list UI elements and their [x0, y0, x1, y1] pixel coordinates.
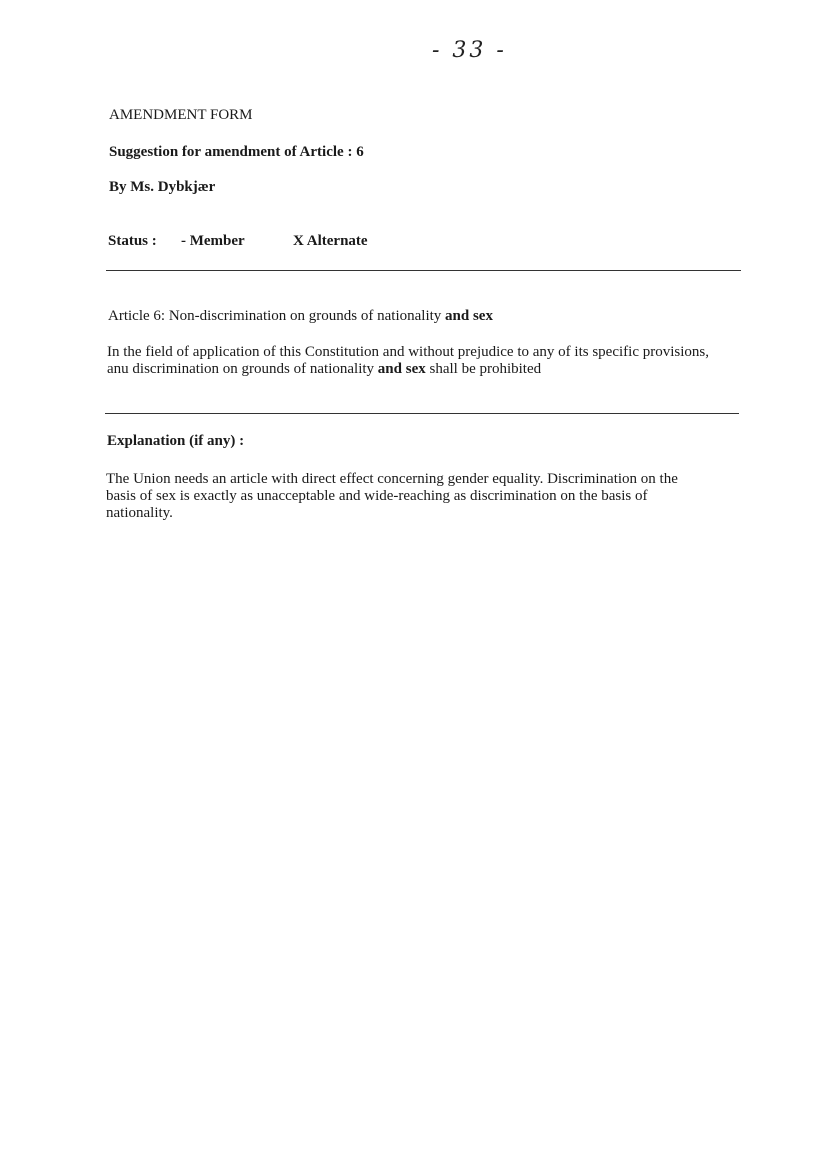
suggestion-heading: Suggestion for amendment of Article : 6	[109, 144, 364, 160]
explanation-line: The Union needs an article with direct effect concerning gender equality. Discrimination on the	[106, 471, 678, 487]
form-title: AMENDMENT FORM	[109, 107, 253, 123]
status-label: Status :	[108, 233, 157, 249]
article-body-text: shall be prohibited	[425, 361, 542, 377]
explanation-line: nationality.	[106, 505, 173, 521]
article-body-line	[107, 361, 747, 378]
article-body-line: In the field of application of this Constitution and without prejudice to any of its specific provisions,	[107, 344, 709, 360]
divider-bottom	[105, 413, 739, 414]
article-title-text: Article 6: Non-discrimination on grounds of nationality	[108, 308, 446, 324]
status-alternate-option: X Alternate	[293, 233, 368, 249]
explanation-label: Explanation (if any) :	[107, 433, 245, 449]
explanation-line: basis of sex is exactly as unacceptable and wide-reaching as discrimination on the basis of	[106, 488, 648, 504]
page-number: - 33 -	[432, 38, 507, 63]
author-line: By Ms. Dybkjær	[109, 179, 216, 195]
article-body-emphasis: and sex	[377, 361, 426, 377]
article-body-text: anu discrimination on grounds of nationality	[107, 361, 378, 377]
article-title	[108, 307, 493, 325]
article-body	[107, 344, 747, 378]
article-title-emphasis: and sex	[445, 308, 493, 324]
divider-top	[106, 270, 741, 271]
status-member-option: - Member	[181, 233, 245, 249]
explanation-body	[106, 471, 721, 522]
